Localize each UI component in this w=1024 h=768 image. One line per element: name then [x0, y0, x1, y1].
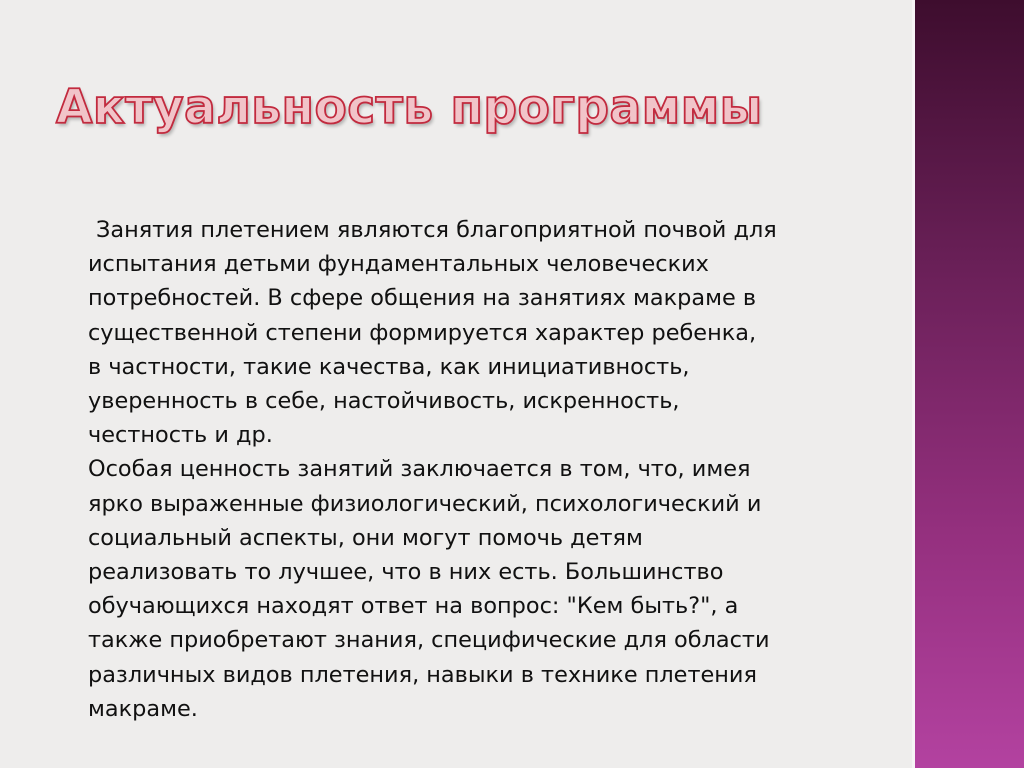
body-line: честность и др.	[88, 422, 273, 449]
slide-body	[88, 213, 878, 726]
body-line: ярко выраженные физиологический, психологический и	[88, 490, 762, 517]
body-line: реализовать то лучшее, что в них есть. Большинство	[88, 559, 724, 586]
slide-title: Актуальность программы	[56, 80, 763, 135]
body-line: различных видов плетения, навыки в технике плетения	[88, 661, 757, 688]
body-line: существенной степени формируется характер ребенка,	[88, 319, 757, 346]
decorative-sidebar	[912, 0, 1024, 768]
body-line: в частности, такие качества, как инициативность,	[88, 353, 690, 380]
body-line: обучающихся находят ответ на вопрос: "Кем быть?", а	[88, 593, 739, 620]
body-line: уверенность в себе, настойчивость, искренность,	[88, 388, 680, 415]
body-line: Особая ценность занятий заключается в том, что, имея	[88, 456, 751, 483]
body-line: испытания детьми фундаментальных человеческих	[88, 251, 709, 278]
sidebar-divider	[912, 0, 915, 768]
body-line: потребностей. В сфере общения на занятиях макраме в	[88, 285, 757, 312]
body-line: также приобретают знания, специфические для области	[88, 627, 770, 654]
body-line: социальный аспекты, они могут помочь детям	[88, 524, 643, 551]
body-line: макраме.	[88, 695, 198, 722]
body-line: Занятия плетением являются благоприятной почвой для	[96, 217, 777, 243]
